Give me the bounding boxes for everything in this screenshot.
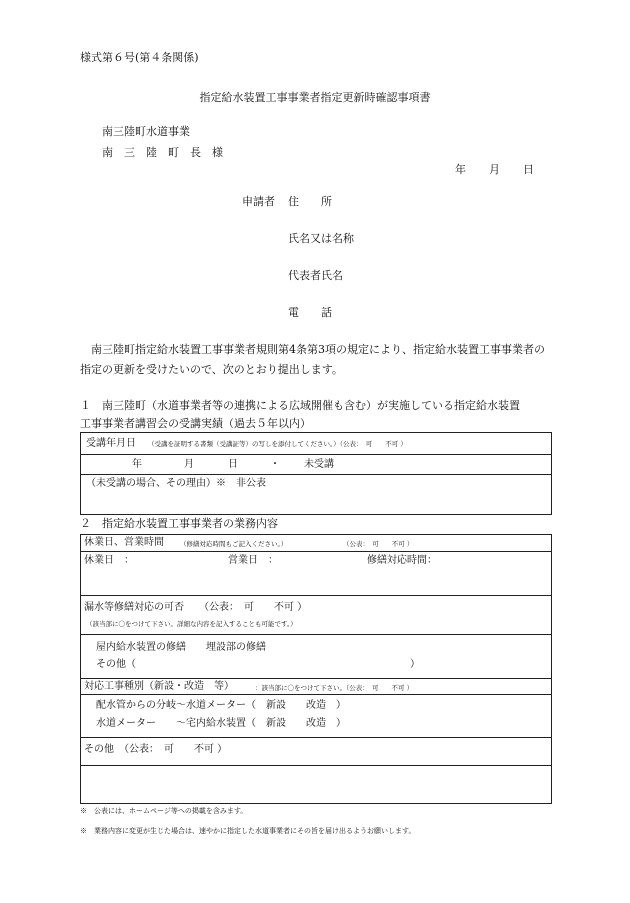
applicant-phone-label: 電 話 [288, 306, 332, 319]
attendance-day: 日 [228, 459, 238, 470]
section2-divider-1 [80, 551, 552, 552]
business-hours-public: （公表： 可 不可 ） [343, 540, 414, 548]
attendance-date-note: （受講を証明する書類（受講証等）の写しを添付してください。）（公表： 可 不可 ） [148, 440, 407, 448]
section1-divider-2 [80, 474, 552, 475]
section2-divider-7 [80, 765, 552, 766]
not-attended-reason-label: （未受講の場合、その理由）※ 非公表 [86, 478, 266, 489]
business-day-label: 営業日 ： [228, 555, 278, 566]
indoor-repair-options: 屋内給水装置の修繕 埋設部の修繕 [96, 642, 266, 653]
work-type-branch-row: 配水管からの分岐～水道メーター（ 新設 改造 ） [96, 700, 346, 711]
other-repair-close: ） [410, 659, 420, 670]
section2-heading: ２ 指定給水装置工事事業者の業務内容 [80, 517, 278, 530]
addressee-line2: 南 三 陸 町 長 様 [102, 146, 223, 159]
business-hours-label: 休業日、営業時間 [84, 537, 164, 548]
section2-divider-4 [80, 678, 552, 679]
attendance-separator: ・ [270, 459, 280, 470]
date-day: 日 [523, 163, 534, 176]
attendance-date-label: 受講年月日 [86, 438, 136, 449]
attendance-month: 月 [184, 459, 194, 470]
section2-divider-3 [80, 634, 552, 635]
section2-divider-6 [80, 737, 552, 738]
date-month: 月 [489, 163, 500, 176]
repair-hours-label: 修繕対応時間： [367, 555, 437, 566]
form-number: 様式第６号(第４条関係) [80, 51, 199, 64]
attendance-year: 年 [132, 459, 142, 470]
business-hours-note: （修繕対応時間もご記入ください。） [180, 540, 288, 548]
work-type-indoor-row: 水道メーター ～宅内給水装置（ 新設 改造 ） [96, 718, 346, 729]
section1-heading-line1: １ 南三陸町（水道事業者等の連携による広域開催も含む）が実施している指定給水装置 [80, 399, 520, 412]
other-repair-open: その他（ [96, 659, 136, 670]
applicant-name-label: 氏名又は名称 [288, 232, 354, 245]
section1-heading-line2: 工事事業者講習会の受講実績（過去５年以内） [80, 417, 311, 430]
leak-repair-label: 漏水等修繕対応の可否 （公表： 可 不可 ） [84, 602, 308, 613]
not-attended-option: 未受講 [304, 459, 334, 470]
section2-divider-2 [80, 595, 552, 596]
footnote-publication: ※ 公表には、ホームページ等への掲載を含みます。 [80, 807, 248, 815]
work-type-label: 対応工事種別（新設・改造 等） [84, 681, 234, 692]
leak-repair-note: （該当部に〇をつけて下さい。詳細な内容を記入することも可能です。） [86, 620, 297, 628]
body-paragraph: 南三陸町指定給水装置工事事業者規則第4条第3項の規定により、指定給水装置工事事業者の指定の更新を受けたいので、次のとおり提出します。 [80, 343, 545, 376]
holiday-label: 休業日 ： [84, 555, 134, 566]
section2-divider-5 [80, 694, 552, 695]
date-year: 年 [455, 163, 466, 176]
applicant-label: 申請者 [242, 195, 275, 208]
other-public-label: その他 （公表： 可 不可 ） [84, 744, 228, 755]
addressee-line1: 南三陸町水道事業 [102, 125, 190, 138]
applicant-representative-label: 代表者氏名 [288, 269, 343, 282]
section2-table [80, 534, 552, 804]
footnote-change-report: ※ 業務内容に変更が生じた場合は、速やかに指定した水道事業者にその旨を届け出るようお願いします。 [80, 827, 416, 835]
applicant-address-label: 住 所 [288, 195, 332, 208]
section1-divider-1 [80, 454, 552, 455]
work-type-note: ：該当部に〇をつけて下さい。（公表： 可 不可 ） [255, 684, 414, 692]
page-title: 指定給水装置工事事業者指定更新時確認事項書 [199, 91, 431, 104]
